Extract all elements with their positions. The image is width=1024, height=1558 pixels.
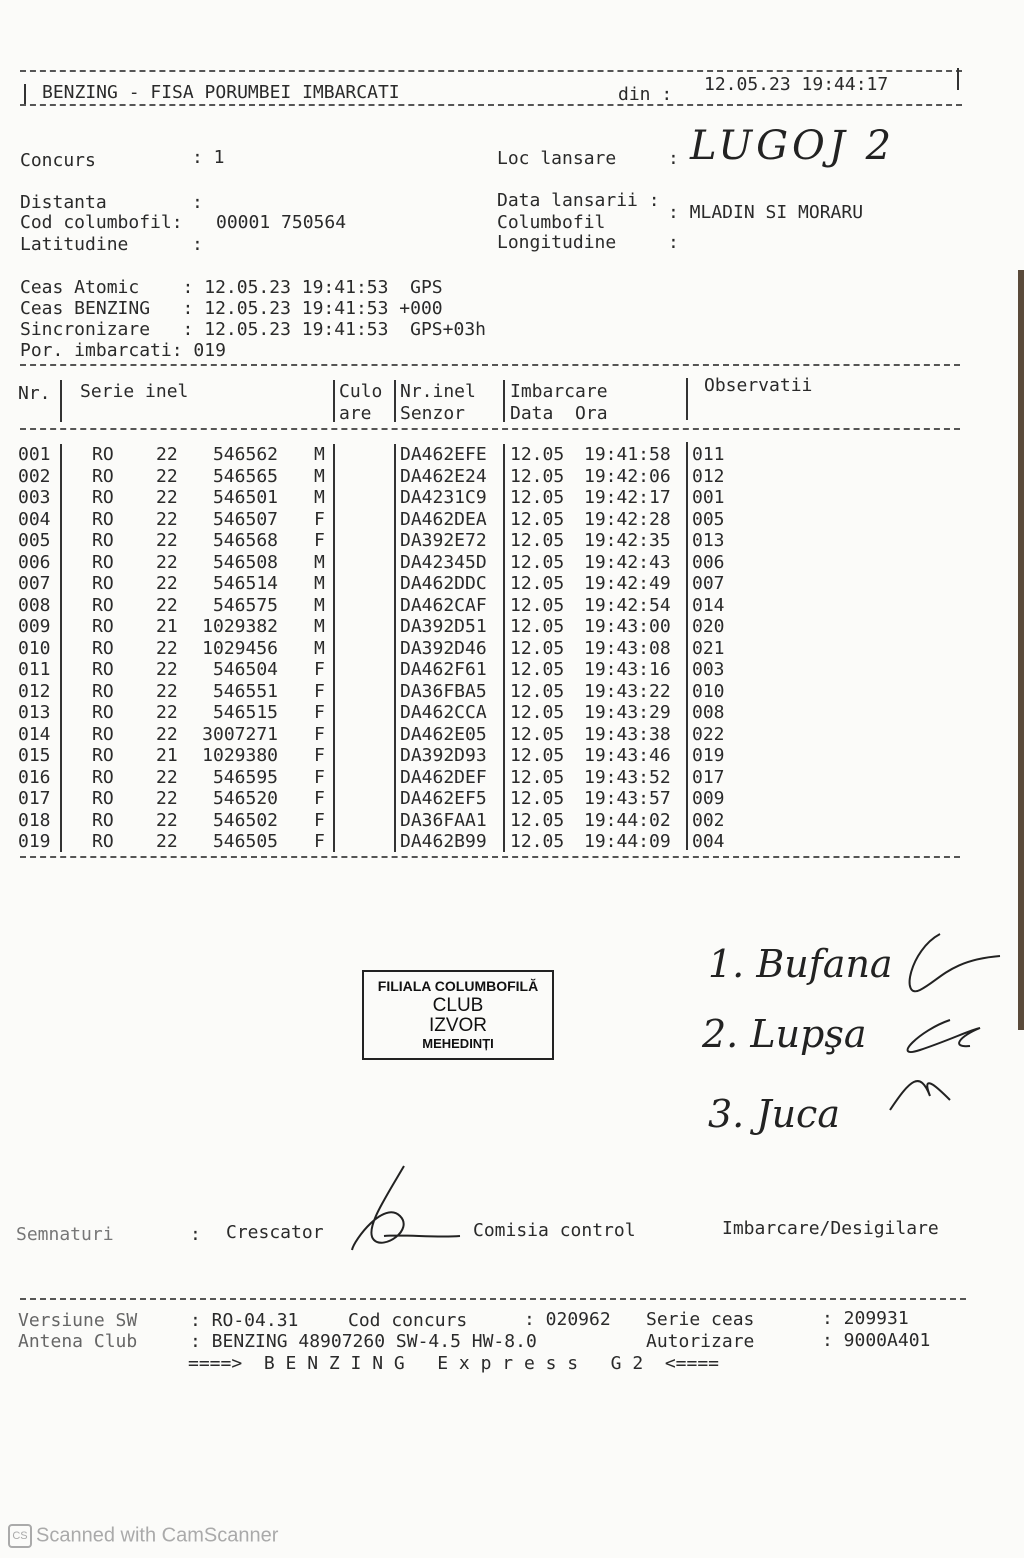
stamp-line-3: IZVOR	[428, 1015, 488, 1036]
latitudine-label: Latitudine	[20, 234, 129, 255]
cell-data: 12.05	[510, 573, 565, 594]
cell-data: 12.05	[510, 766, 565, 788]
cell-data: 12.05	[510, 659, 565, 680]
por-imbarcati: Por. imbarcati: 019	[20, 340, 226, 361]
columbofil-value: : MLADIN SI MORARU	[668, 202, 864, 223]
cell-ora: 19:43:00	[584, 616, 671, 637]
col-header-are: are	[339, 403, 372, 424]
cell-tara: RO	[92, 530, 114, 551]
cell-ora: 19:43:08	[584, 637, 671, 659]
cell-tara: RO	[92, 680, 114, 702]
col-header-senzor: Senzor	[400, 403, 466, 424]
din-label: din :	[618, 84, 673, 105]
stamp-line-2: CLUB	[432, 995, 484, 1016]
cell-sex: F	[314, 723, 325, 745]
cell-data: 12.05	[510, 788, 565, 809]
cod-columbofil-value: 00001 750564	[216, 212, 347, 233]
cell-sex: M	[314, 551, 325, 573]
table-row	[0, 487, 1024, 508]
cell-an: 22	[156, 680, 178, 702]
imbarcare-desigilare-label: Imbarcare/Desigilare	[722, 1218, 939, 1239]
table-row	[0, 745, 1024, 766]
cell-sex: F	[314, 530, 325, 551]
cell-an: 22	[156, 809, 178, 831]
cell-ora: 19:43:38	[584, 723, 671, 745]
cell-inel: 546562	[212, 444, 278, 465]
cell-ora: 19:42:43	[584, 551, 671, 573]
cell-inel: 546504	[212, 659, 278, 680]
autorizare-label: Autorizare	[646, 1331, 755, 1352]
col-divider	[503, 444, 505, 852]
cell-nr: 009	[18, 616, 51, 637]
cell-sex: M	[314, 444, 325, 465]
cell-nr: 004	[18, 508, 51, 530]
cell-an: 22	[156, 444, 178, 465]
cell-tara: RO	[92, 745, 114, 766]
table-row	[0, 724, 1024, 745]
cell-inel: 546514	[212, 573, 278, 594]
cell-ora: 19:43:57	[584, 788, 671, 809]
cell-data: 12.05	[510, 616, 565, 637]
table-row	[0, 616, 1024, 637]
cell-obs: 008	[692, 702, 725, 723]
cell-ora: 19:42:28	[584, 508, 671, 530]
cell-data: 12.05	[510, 745, 565, 766]
cell-senzor: DA462CCA	[400, 702, 487, 723]
cell-data: 12.05	[510, 444, 565, 465]
col-divider	[60, 444, 62, 852]
handwritten-member-2: 2. Lupşa	[702, 1012, 867, 1056]
cell-obs: 013	[692, 530, 725, 551]
cell-tara: RO	[92, 831, 114, 852]
handwritten-member-3: 3. Juca	[708, 1092, 840, 1136]
cell-tara: RO	[92, 444, 114, 465]
serie-ceas-label: Serie ceas	[646, 1309, 755, 1330]
cell-an: 22	[156, 831, 178, 852]
cell-nr: 015	[18, 745, 51, 766]
cell-an: 22	[156, 659, 178, 680]
table-row	[0, 466, 1024, 487]
camscanner-text: Scanned with CamScanner	[36, 1524, 279, 1547]
cell-an: 22	[156, 702, 178, 723]
table-row	[0, 702, 1024, 723]
cell-ora: 19:44:02	[584, 809, 671, 831]
cell-ora: 19:43:16	[584, 659, 671, 680]
cell-tara: RO	[92, 659, 114, 680]
col-header-data-ora: Data Ora	[510, 403, 608, 424]
cell-an: 22	[156, 465, 178, 487]
cell-tara: RO	[92, 487, 114, 508]
cell-tara: RO	[92, 723, 114, 745]
cell-sex: F	[314, 702, 325, 723]
cell-senzor: DA462EFE	[400, 444, 487, 465]
table-row	[0, 509, 1024, 530]
cell-sex: F	[314, 766, 325, 788]
cell-senzor: DA462B99	[400, 831, 487, 852]
table-row	[0, 573, 1024, 594]
cell-an: 22	[156, 766, 178, 788]
table-header-rule	[20, 428, 960, 430]
cell-nr: 010	[18, 637, 51, 659]
cell-data: 12.05	[510, 508, 565, 530]
longitudine-label: Longitudine	[497, 232, 617, 253]
columbofil-label: Columbofil	[497, 212, 606, 233]
cell-sex: F	[314, 831, 325, 852]
cell-obs: 020	[692, 616, 725, 637]
cell-inel: 3007271	[202, 723, 278, 745]
document-title: BENZING - FISA PORUMBEI IMBARCATI	[42, 82, 400, 103]
cell-nr: 003	[18, 487, 51, 508]
handwritten-member-1: 1. Bufana	[708, 942, 893, 986]
cell-inel: 546501	[212, 487, 278, 508]
cell-tara: RO	[92, 594, 114, 616]
antena-club-value: : BENZING 48907260 SW-4.5 HW-8.0	[190, 1331, 537, 1352]
loc-lansare-label: Loc lansare	[497, 148, 617, 169]
cell-senzor: DA462DEF	[400, 766, 487, 788]
col-header-observatii: Observatii	[704, 375, 813, 396]
ceas-atomic: Ceas Atomic : 12.05.23 19:41:53 GPS	[20, 277, 443, 298]
cell-senzor: DA462E05	[400, 723, 487, 745]
cell-an: 22	[156, 723, 178, 745]
cell-data: 12.05	[510, 551, 565, 573]
crescator-label: Crescator	[226, 1222, 324, 1243]
cell-data: 12.05	[510, 530, 565, 551]
cell-senzor: DA462F61	[400, 659, 487, 680]
cell-nr: 006	[18, 551, 51, 573]
header-right-bar	[957, 68, 959, 90]
cell-obs: 006	[692, 551, 725, 573]
crescator-signature	[344, 1160, 464, 1260]
cod-concurs-label: Cod concurs	[348, 1310, 468, 1331]
sincronizare: Sincronizare : 12.05.23 19:41:53 GPS+03h	[20, 319, 486, 340]
cell-tara: RO	[92, 573, 114, 594]
cell-nr: 018	[18, 809, 51, 831]
cell-senzor: DA462EF5	[400, 788, 487, 809]
table-row	[0, 767, 1024, 788]
cell-ora: 19:43:46	[584, 745, 671, 766]
cell-nr: 019	[18, 831, 51, 852]
cell-obs: 011	[692, 444, 725, 465]
cell-sex: M	[314, 573, 325, 594]
longitudine-value: :	[668, 232, 679, 253]
cell-senzor: DA392D51	[400, 616, 487, 637]
cell-an: 22	[156, 530, 178, 551]
cell-sex: F	[314, 788, 325, 809]
cell-nr: 017	[18, 788, 51, 809]
col-divider	[60, 380, 62, 422]
table-row	[0, 810, 1024, 831]
cell-sex: F	[314, 659, 325, 680]
cell-obs: 007	[692, 573, 725, 594]
cell-an: 22	[156, 637, 178, 659]
cell-ora: 19:44:09	[584, 831, 671, 852]
camscanner-logo-icon: CS	[8, 1524, 32, 1548]
table-row	[0, 530, 1024, 551]
cell-tara: RO	[92, 637, 114, 659]
cell-data: 12.05	[510, 723, 565, 745]
cell-nr: 008	[18, 594, 51, 616]
col-divider	[333, 444, 335, 852]
cell-nr: 005	[18, 530, 51, 551]
versiune-sw-label: Versiune SW	[18, 1310, 138, 1331]
cell-sex: F	[314, 745, 325, 766]
cell-ora: 19:43:52	[584, 766, 671, 788]
footer-top-rule	[20, 1298, 966, 1300]
concurs-value: : 1	[192, 147, 225, 168]
col-header-culo: Culo	[339, 381, 383, 402]
col-header-serie: Serie inel	[80, 381, 189, 402]
cell-obs: 002	[692, 809, 725, 831]
table-row	[0, 788, 1024, 809]
data-lansarii-label: Data lansarii :	[497, 190, 660, 211]
latitudine-value: :	[192, 234, 203, 255]
cell-tara: RO	[92, 508, 114, 530]
cell-senzor: DA462DEA	[400, 508, 487, 530]
header-top-rule	[20, 70, 962, 72]
cell-inel: 546507	[212, 508, 278, 530]
cell-nr: 001	[18, 444, 51, 465]
cell-inel: 546515	[212, 702, 278, 723]
table-row	[0, 595, 1024, 616]
club-stamp	[362, 970, 554, 1060]
cell-senzor: DA4231C9	[400, 487, 487, 508]
cell-an: 21	[156, 745, 178, 766]
comisia-control-label: Comisia control	[473, 1220, 636, 1241]
semnaturi-colon: :	[190, 1224, 201, 1245]
cell-inel: 546575	[212, 594, 278, 616]
cell-data: 12.05	[510, 831, 565, 852]
cell-obs: 001	[692, 487, 725, 508]
cell-senzor: DA462CAF	[400, 594, 487, 616]
cell-an: 22	[156, 551, 178, 573]
cell-nr: 007	[18, 573, 51, 594]
cell-inel: 546595	[212, 766, 278, 788]
cell-senzor: DA36FBA5	[400, 680, 487, 702]
col-divider	[394, 380, 396, 422]
concurs-label: Concurs	[20, 150, 96, 171]
loc-lansare-colon: :	[668, 148, 679, 169]
cell-obs: 004	[692, 831, 725, 852]
cell-nr: 013	[18, 702, 51, 723]
cod-columbofil-label: Cod columbofil:	[20, 212, 183, 233]
cell-senzor: DA36FAA1	[400, 809, 487, 831]
cell-sex: M	[314, 637, 325, 659]
col-divider	[333, 380, 335, 422]
cell-sex: F	[314, 809, 325, 831]
cell-obs: 009	[692, 788, 725, 809]
cell-senzor: DA392D46	[400, 637, 487, 659]
cell-inel: 546565	[212, 465, 278, 487]
cell-senzor: DA462E24	[400, 465, 487, 487]
table-bottom-rule	[20, 856, 960, 858]
cell-obs: 010	[692, 680, 725, 702]
cell-data: 12.05	[510, 702, 565, 723]
cell-data: 12.05	[510, 680, 565, 702]
cell-obs: 014	[692, 594, 725, 616]
cell-nr: 016	[18, 766, 51, 788]
header-left-bar	[24, 84, 26, 106]
cell-an: 22	[156, 594, 178, 616]
cell-obs: 022	[692, 723, 725, 745]
col-header-imbarcare: Imbarcare	[510, 381, 608, 402]
cell-an: 21	[156, 616, 178, 637]
cell-inel: 1029456	[202, 637, 278, 659]
stamp-line-1: FILIALA COLUMBOFILĂ	[377, 978, 539, 994]
cell-sex: M	[314, 616, 325, 637]
cell-sex: M	[314, 594, 325, 616]
cell-data: 12.05	[510, 637, 565, 659]
cell-tara: RO	[92, 616, 114, 637]
cell-data: 12.05	[510, 809, 565, 831]
col-divider	[686, 442, 688, 850]
table-row	[0, 638, 1024, 659]
cell-tara: RO	[92, 465, 114, 487]
cell-ora: 19:42:49	[584, 573, 671, 594]
cell-sex: F	[314, 680, 325, 702]
table-row	[0, 444, 1024, 465]
serie-ceas-value: : 209931	[822, 1308, 909, 1329]
handwritten-initials-marks	[880, 920, 1020, 1120]
col-divider	[686, 378, 688, 420]
cell-tara: RO	[92, 702, 114, 723]
versiune-sw-value: : RO-04.31	[190, 1310, 299, 1331]
cell-tara: RO	[92, 809, 114, 831]
semnaturi-label: Semnaturi	[16, 1224, 114, 1245]
ceas-benzing: Ceas BENZING : 12.05.23 19:41:53 +000	[20, 298, 443, 319]
cell-data: 12.05	[510, 594, 565, 616]
cell-inel: 546508	[212, 551, 278, 573]
cell-an: 22	[156, 573, 178, 594]
cell-sex: M	[314, 487, 325, 508]
col-divider	[394, 444, 396, 852]
cell-obs: 012	[692, 465, 725, 487]
cell-ora: 19:43:22	[584, 680, 671, 702]
cell-obs: 017	[692, 766, 725, 788]
cell-tara: RO	[92, 766, 114, 788]
loc-lansare-handwritten: LUGOJ 2	[690, 123, 896, 169]
cell-obs: 019	[692, 745, 725, 766]
benzing-express-banner: ====> B E N Z I N G E x p r e s s G 2 <====	[188, 1353, 720, 1374]
cell-inel: 546520	[212, 788, 278, 809]
col-header-nrinel: Nr.inel	[400, 381, 476, 402]
autorizare-value: : 9000A401	[822, 1330, 931, 1351]
cell-an: 22	[156, 508, 178, 530]
header-bottom-rule	[20, 104, 962, 106]
cell-an: 22	[156, 788, 178, 809]
cell-tara: RO	[92, 788, 114, 809]
cell-data: 12.05	[510, 487, 565, 508]
col-header-nr: Nr.	[18, 383, 51, 404]
cell-obs: 021	[692, 637, 725, 659]
stamp-line-4: MEHEDINȚI	[422, 1036, 494, 1051]
cell-nr: 011	[18, 659, 51, 680]
cell-an: 22	[156, 487, 178, 508]
cell-inel: 546551	[212, 680, 278, 702]
table-top-rule	[20, 364, 960, 366]
cod-concurs-value: : 020962	[524, 1309, 611, 1330]
cell-sex: M	[314, 465, 325, 487]
cell-inel: 546568	[212, 530, 278, 551]
cell-senzor: DA392E72	[400, 530, 487, 551]
cell-ora: 19:41:58	[584, 444, 671, 465]
cell-inel: 546502	[212, 809, 278, 831]
col-divider	[503, 380, 505, 422]
cell-sex: F	[314, 508, 325, 530]
cell-ora: 19:42:06	[584, 465, 671, 487]
cell-inel: 1029380	[202, 745, 278, 766]
table-row	[0, 681, 1024, 702]
cell-ora: 19:42:17	[584, 487, 671, 508]
distanta-value: :	[192, 192, 203, 213]
cell-nr: 012	[18, 680, 51, 702]
cell-senzor: DA392D93	[400, 745, 487, 766]
cell-inel: 546505	[212, 831, 278, 852]
cell-ora: 19:42:35	[584, 530, 671, 551]
din-value: 12.05.23 19:44:17	[704, 74, 889, 95]
cell-senzor: DA462DDC	[400, 573, 487, 594]
distanta-label: Distanta	[20, 192, 107, 213]
cell-data: 12.05	[510, 465, 565, 487]
cell-tara: RO	[92, 551, 114, 573]
cell-nr: 014	[18, 723, 51, 745]
cell-obs: 003	[692, 659, 725, 680]
cell-inel: 1029382	[202, 616, 278, 637]
table-row	[0, 552, 1024, 573]
table-row	[0, 659, 1024, 680]
camscanner-watermark	[8, 1524, 278, 1548]
cell-ora: 19:42:54	[584, 594, 671, 616]
cell-senzor: DA42345D	[400, 551, 487, 573]
table-row	[0, 831, 1024, 852]
antena-club-label: Antena Club	[18, 1331, 138, 1352]
cell-obs: 005	[692, 508, 725, 530]
cell-nr: 002	[18, 465, 51, 487]
cell-ora: 19:43:29	[584, 702, 671, 723]
